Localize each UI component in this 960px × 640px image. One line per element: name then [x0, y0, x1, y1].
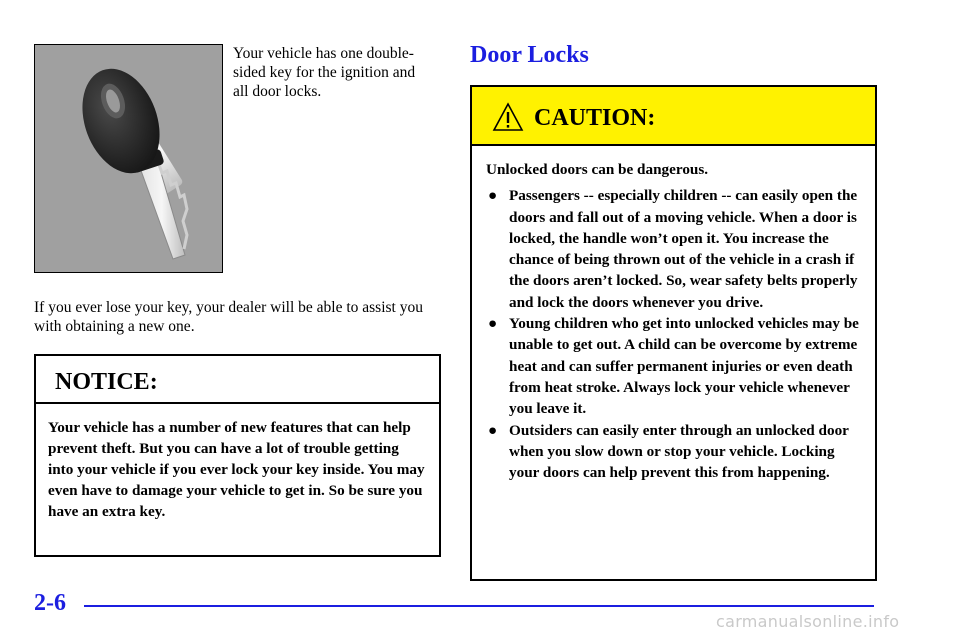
watermark: carmanualsonline.info — [716, 612, 900, 631]
warning-triangle-icon — [492, 102, 524, 132]
car-key-icon — [35, 45, 223, 273]
footer-rule — [84, 605, 874, 607]
page-number: 2-6 — [34, 590, 66, 616]
caution-header — [472, 87, 875, 146]
list-item — [486, 185, 861, 313]
list-item — [486, 420, 861, 484]
caution-bullet-text: Passengers -- especially children -- can easily open the doors and fall out of a moving vehicle. When a door is locked, the handle won’t open it. You increase the chance of being thrown out of the vehicle in a crash if the doors aren’t locked. So, wear safety belts properly and lock the doors whenever you drive. — [509, 187, 858, 311]
caution-lead: Unlocked doors can be dangerous. — [486, 161, 709, 178]
notice-title: NOTICE: — [36, 356, 439, 404]
key-photo — [34, 44, 223, 273]
list-item — [486, 313, 861, 419]
key-intro-text: Your vehicle has one double-sided key for the ignition and all door locks. — [233, 45, 416, 100]
caution-body — [472, 146, 875, 483]
caution-title: CAUTION: — [534, 105, 656, 131]
caution-box — [470, 85, 877, 581]
notice-body: Your vehicle has a number of new features that can help prevent theft. But you can have a lot of trouble getting into your vehicle if you ever lock your key inside. You may even have to damage your vehicle to get in. So be sure you have an extra key. — [48, 419, 425, 520]
bullet-icon: ● — [488, 421, 498, 439]
bullet-icon: ● — [488, 187, 498, 205]
caution-bullet-text: Young children who get into unlocked vehicles may be unable to get out. A child can be overcome by extreme heat and can suffer permanent injuries or even death from heat stroke. Always lock your vehicle whenever you leave it. — [509, 315, 859, 418]
lost-key-text: If you ever lose your key, your dealer will be able to assist you with obtaining a new one. — [34, 299, 423, 335]
caution-bullet-text: Outsiders can easily enter through an unlocked door when you slow down or stop your vehicle. Locking your doors can help prevent this from happening. — [509, 421, 849, 482]
bullet-icon: ● — [488, 315, 498, 333]
notice-box — [34, 354, 441, 557]
section-title: Door Locks — [470, 42, 589, 68]
caution-list — [486, 185, 861, 483]
